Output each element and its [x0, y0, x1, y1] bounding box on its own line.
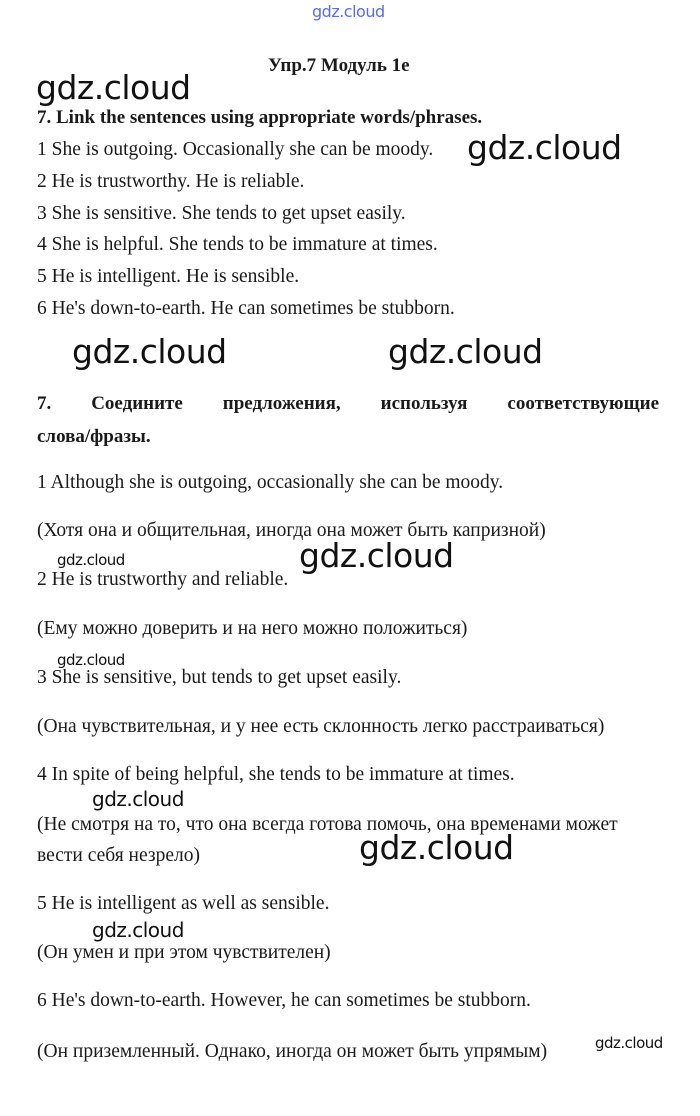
watermark: gdz.cloud	[467, 128, 622, 167]
watermark: gdz.cloud	[57, 651, 125, 669]
task-heading-ru-word: Соедините	[91, 393, 183, 414]
task-heading-ru-word: предложения,	[222, 393, 341, 414]
answer-2-ru: (Ему можно доверить и на него можно положиться)	[37, 618, 468, 639]
watermark: gdz.cloud	[388, 332, 543, 371]
task-item-5: 5 He is intelligent. He is sensible.	[37, 266, 300, 287]
watermark: gdz.cloud	[36, 68, 191, 107]
answer-1-ru: (Хотя она и общительная, иногда она может быть капризной)	[37, 520, 546, 541]
task-item-6: 6 He's down-to-earth. He can sometimes be stubborn.	[37, 298, 455, 319]
answer-4-ru-line1: (Не смотря на то, что она всегда готова помочь, она временами может	[37, 814, 618, 835]
task-heading-ru-word: используя	[380, 393, 468, 414]
watermark: gdz.cloud	[57, 551, 125, 569]
watermark: gdz.cloud	[92, 918, 184, 942]
answer-6-en: 6 He's down-to-earth. However, he can sometimes be stubborn.	[37, 990, 531, 1011]
answer-4-ru-line2: вести себя незрело)	[37, 845, 200, 866]
watermark: gdz.cloud	[72, 332, 227, 371]
task-item-4: 4 She is helpful. She tends to be immature at times.	[37, 234, 438, 255]
watermark: gdz.cloud	[359, 828, 514, 867]
answer-6-ru: (Он приземленный. Однако, иногда он может быть упрямым)	[37, 1041, 548, 1062]
answer-3-ru: (Она чувствительная, и у нее есть склонность легко расстраиваться)	[37, 716, 605, 737]
task-heading-ru-num: 7.	[37, 393, 52, 414]
task-heading-ru-word: соответствующие	[507, 393, 659, 414]
task-heading-ru	[37, 393, 659, 415]
task-item-3: 3 She is sensitive. She tends to get upset easily.	[37, 203, 406, 224]
answer-1-en: 1 Although she is outgoing, occasionally she can be moody.	[37, 472, 504, 493]
answer-4-en: 4 In spite of being helpful, she tends to be immature at times.	[37, 764, 515, 785]
watermark: gdz.cloud	[92, 787, 184, 811]
answer-5-ru: (Он умен и при этом чувствителен)	[37, 942, 331, 963]
task-item-1: 1 She is outgoing. Occasionally she can be moody.	[37, 139, 434, 160]
answer-3-en: 3 She is sensitive, but tends to get upset easily.	[37, 667, 402, 688]
answer-2-en: 2 He is trustworthy and reliable.	[37, 569, 289, 590]
task-item-2: 2 He is trustworthy. He is reliable.	[37, 171, 305, 192]
watermark-top: gdz.cloud	[312, 2, 385, 21]
page-title: Упр.7 Модуль 1e	[268, 55, 410, 76]
watermark: gdz.cloud	[299, 536, 454, 575]
task-heading-en: 7. Link the sentences using appropriate words/phrases.	[37, 107, 483, 128]
answer-5-en: 5 He is intelligent as well as sensible.	[37, 893, 330, 914]
task-heading-ru-line2: слова/фразы.	[37, 426, 151, 447]
watermark: gdz.cloud	[595, 1034, 663, 1052]
